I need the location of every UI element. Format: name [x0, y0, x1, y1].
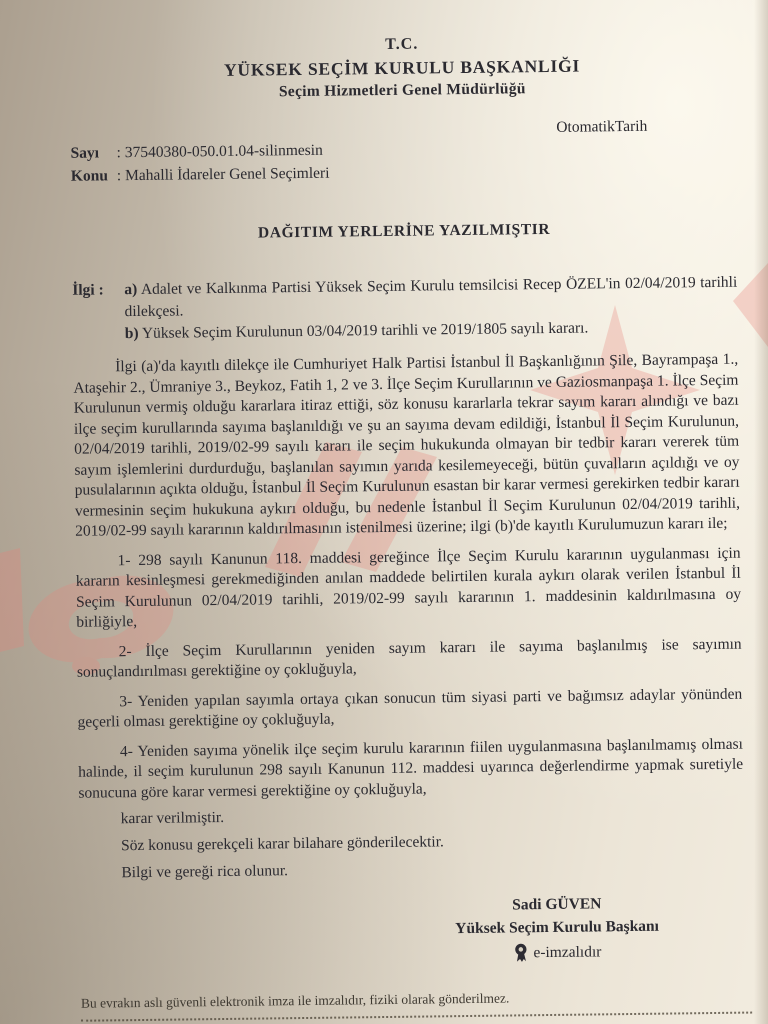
reference-a-label: a)	[124, 280, 138, 299]
closing-line-2: Söz konusu gerekçeli karar bilahare gönderilecektir.	[120, 833, 444, 855]
esign-line	[407, 939, 707, 966]
reference-b-text: Yüksek Seçim Kurulunun 03/04/2019 tarihli ve 2019/1805 sayılı kararı.	[141, 319, 589, 342]
letterhead-org: YÜKSEK SEÇİM KURULU BAŞKANLIĞI	[223, 55, 581, 80]
auto-date-placeholder: OtomatikTarih	[556, 117, 648, 136]
references-label: İlgi :	[72, 281, 104, 299]
rosette-seal-icon	[513, 943, 528, 962]
reference-a-text: Adalet ve Kalkınma Partisi Yüksek Seçim Kurulu temsilcisi Recep ÖZEL'in 02/04/2019 tarihli dilekçesi.	[124, 273, 738, 321]
decision-item-3: 3- Yeniden yapılan sayımla ortaya çıkan sonucun tüm siyasi parti ve bağımsız adaylar yönünden geçerli olması gerektiğine oy çokluğuyla,	[77, 685, 743, 731]
references-block	[72, 272, 738, 346]
reference-a	[124, 272, 737, 323]
signatory-title: Yüksek Seçim Kurulu Başkanı	[455, 917, 660, 938]
signature-block	[407, 891, 708, 966]
letter-footer	[81, 987, 752, 1024]
closing-line-3: Bilgi ve gereği rica olunur.	[121, 862, 289, 882]
decision-item-4: 4- Yeniden sayıma yönelik ilçe seçim kurulu kararının fiilen uygulanmasına başlanılmamış olması halinde, il seçim kurulunun 298 sayılı Kanunun 112. maddesi uyarınca değerlendirme yapmak suretiyle sonucuna göre karar vermesi gerektiğine oy çokluğuyla,	[78, 735, 744, 802]
letterhead-dept: Seçim Hizmetleri Genel Müdürlüğü	[278, 80, 526, 101]
decision-item-2: 2- İlçe Seçim Kurullarının yeniden sayım kararı ile sayıma başlanılmış ise sayımın sonuçlandırılması gerektiğine oy çokluğuyla,	[76, 635, 742, 681]
intro-paragraph: İlgi (a)'da kayıtlı dilekçe ile Cumhuriyet Halk Partisi İstanbul İl Başkanlığının Şile, Bayrampaşa 1., Ataşehir 2., Ümraniye 3., Beykoz, Fatih 1, 2 ve 3. İlçe Seçim Kurullarının ve Gaziosmanpaşa 1. İlçe Seçim Kurulunun vermiş olduğu kararlara itiraz ettiği, söz konusu kararlarla tekrar sayım kararı alındığı ve bazı ilçe seçim kurullarında sayıma başlanıldığı ve şu an sayıma devam edildiği, İstanbul İl Seçim Kurulunun, 02/04/2019 tarihli, 2019/02-99 sayılı kararı ile seçim hukukunda olmayan bir tedbir kararı vererek tüm sayım işlemlerini durdurduğu, başlanılan sayımın yarıda kesilemeyeceği, bütün çuvalların açıldığı ve oy pusulalarının açıkta olduğu, İstanbul İl Seçim Kurulunun esastan bir karar vermesi gerekirken tedbir kararı vermesinin seçim hukukuna aykırı olduğu, bu nedenle İstanbul İl Seçim Kurulunun 02/04/2019 tarihli, 2019/02-99 sayılı kararının kaldırılmasının istenilmesi üzerine; ilgi (b)'de kayıtlı Kurulumuzun kararı ile;	[73, 350, 741, 540]
letter-body	[73, 350, 744, 885]
sayi-value: : 37540380-050.01.04-silinmesin	[116, 141, 323, 162]
sayi-label: Sayı	[70, 144, 100, 162]
signatory-name: Sadi GÜVEN	[512, 895, 602, 914]
konu-label: Konu	[70, 167, 109, 185]
footer-dotted-rule	[81, 1012, 752, 1024]
konu-value: : Mahalli İdareler Genel Seçimleri	[116, 164, 330, 185]
esign-label: e-imzalıdır	[533, 943, 602, 962]
closing-line-1: karar verilmiştir.	[120, 808, 225, 828]
decision-item-1: 1- 298 sayılı Kanunun 118. maddesi gereğince İlçe Seçim Kurulu kararının uygulanması için kararın kesinleşmesi gerekmediğinden anılan maddede belirtilen kurala aykırı olarak verilen İstanbul İl Seçim Kurulunun 02/04/2019 tarihli, 2019/02-99 sayılı kararının 1. maddesinin kaldırılmasına oy birliğiyle,	[75, 544, 742, 631]
footer-note: Bu evrakın aslı güvenli elektronik imza ile imzalıdır, fiziki olarak gönderilmez.	[80, 990, 510, 1011]
letterhead-tc: T.C.	[385, 35, 419, 53]
references-items	[124, 272, 738, 345]
distribution-heading: DAĞITIM YERLERİNE YAZILMIŞTIR	[257, 220, 551, 242]
letter-meta	[70, 117, 736, 188]
reference-b-label: b)	[124, 324, 139, 343]
